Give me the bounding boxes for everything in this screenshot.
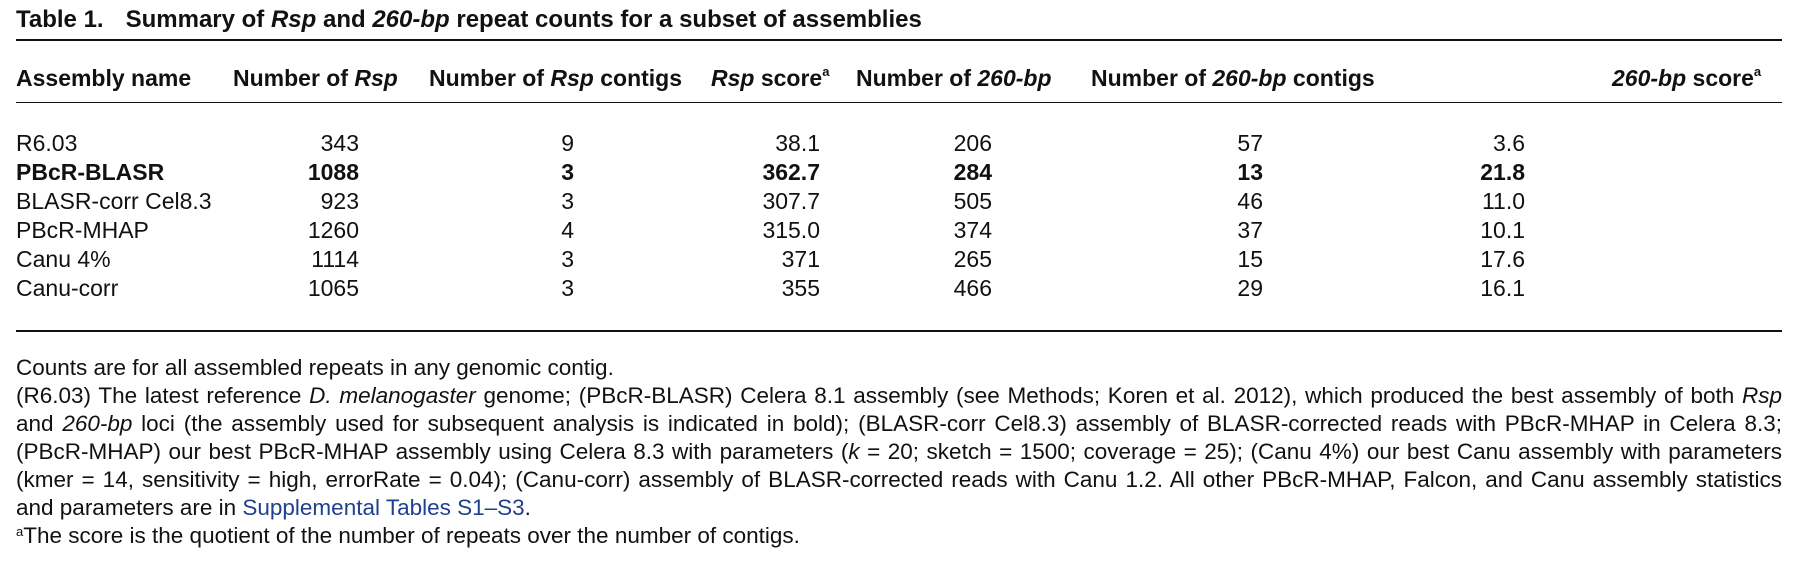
- table-row: [16, 216, 1782, 245]
- cell-260bp-score: 21.8: [1480, 159, 1525, 185]
- header-rule: [16, 102, 1782, 103]
- cell-number-260bp: 466: [953, 275, 992, 301]
- top-rule: [16, 39, 1782, 41]
- table-title: [126, 6, 922, 33]
- cell-number-rsp: 1088: [307, 159, 359, 185]
- cell-rsp-contigs: 4: [561, 217, 574, 243]
- table-row: [16, 245, 1782, 274]
- footnote-mark: a: [16, 524, 24, 539]
- cell-number-rsp: 1114: [311, 246, 359, 272]
- footnote: $^a$The score is the quotient of the number of repeats over the number of contigs.: [16, 523, 800, 548]
- cell-rsp-score: 362.7: [762, 159, 820, 185]
- cell-rsp-contigs: 9: [561, 130, 574, 156]
- cell-260bp-contigs: 13: [1237, 159, 1263, 185]
- table-row: [16, 158, 1782, 187]
- header-assembly-name: Assembly name: [16, 65, 192, 91]
- cell-260bp-score: 17.6: [1480, 246, 1525, 272]
- cell-260bp-score: 10.1: [1480, 217, 1525, 243]
- cell-assembly-name: R6.03: [16, 130, 78, 156]
- supplemental-tables-link[interactable]: Supplemental Tables S1–S3: [242, 495, 525, 520]
- cell-rsp-contigs: 3: [561, 246, 574, 272]
- note-line: Counts are for all assembled repeats in any genomic contig.: [16, 355, 614, 380]
- cell-rsp-contigs: 3: [561, 188, 574, 214]
- cell-rsp-score: 307.7: [762, 188, 820, 214]
- header-number-260bp-contigs: Number of 260-bp contigs: [1091, 65, 1375, 91]
- cell-assembly-name: PBcR-MHAP: [16, 217, 149, 243]
- cell-number-rsp: 343: [320, 130, 359, 156]
- cell-assembly-name: Canu 4%: [16, 246, 111, 272]
- table-label: Table 1.: [16, 6, 104, 33]
- footnote-mark: a: [1753, 64, 1762, 79]
- cell-number-rsp: 1065: [307, 275, 359, 301]
- table-row: [16, 274, 1782, 303]
- header-number-rsp-contigs: Number of Rsp contigs: [429, 65, 683, 91]
- cell-260bp-contigs: 57: [1237, 130, 1263, 156]
- cell-rsp-contigs: 3: [561, 275, 574, 301]
- cell-assembly-name: PBcR-BLASR: [16, 159, 165, 185]
- data-table: [16, 129, 1782, 303]
- cell-260bp-contigs: 46: [1237, 188, 1263, 214]
- cell-260bp-contigs: 29: [1237, 275, 1263, 301]
- title-text: Summary of: [125, 6, 271, 33]
- note-paragraph: (R6.03) The latest reference D. melanogaster genome; (PBcR-BLASR) Celera 8.1 assembly (see Methods; Koren et al. 2012), which produced the best assembly of both Rsp and 260-bp loci (the assembly used for subsequent analysis is indicated in bold); (BLASR-corr Cel8.3) assembly of BLASR-corrected reads with PBcR-MHAP in Celera 8.3; (PBcR-MHAP) our best PBcR-MHAP assembly using Celera 8.3 with parameters (k = 20; sketch = 1500; coverage = 25); (Canu 4%) our best Canu assembly with parameters (kmer = 14, sensitivity = high, errorRate = 0.04); (Canu-corr) assembly of BLASR-corrected reads with Canu 1.2. All other PBcR-MHAP, Falcon, and Canu assembly statistics and parameters are in Supplemental Tables S1–S3.: [16, 383, 1783, 520]
- header-rsp-score: Rsp score$^a$: [711, 64, 830, 91]
- title-text: repeat counts for a subset of assemblies: [449, 6, 922, 33]
- cell-260bp-score: 3.6: [1493, 130, 1525, 156]
- cell-260bp-contigs: 15: [1237, 246, 1263, 272]
- cell-260bp-score: 11.0: [1481, 188, 1525, 214]
- cell-rsp-score: 38.1: [775, 130, 820, 156]
- title-text: and: [316, 6, 373, 33]
- cell-rsp-score: 315.0: [762, 217, 820, 243]
- cell-number-260bp: 505: [953, 188, 992, 214]
- cell-assembly-name: Canu-corr: [16, 275, 119, 301]
- header-number-rsp: Number of Rsp: [233, 65, 398, 91]
- cell-rsp-score: 371: [781, 246, 820, 272]
- cell-number-260bp: 284: [953, 159, 992, 185]
- cell-number-260bp: 206: [953, 130, 992, 156]
- cell-number-rsp: 923: [320, 188, 359, 214]
- cell-260bp-contigs: 37: [1237, 217, 1263, 243]
- table-caption: [16, 6, 922, 34]
- cell-assembly-name: BLASR-corr Cel8.3: [16, 188, 212, 214]
- cell-number-260bp: 374: [953, 217, 992, 243]
- cell-number-rsp: 1260: [307, 217, 359, 243]
- cell-number-260bp: 265: [953, 246, 992, 272]
- header-number-260bp: Number of 260-bp: [856, 65, 1052, 91]
- footnote-mark: a: [822, 64, 830, 79]
- table-row: [16, 129, 1782, 158]
- cell-260bp-score: 16.1: [1480, 275, 1525, 301]
- bottom-rule: [16, 330, 1782, 332]
- title-260bp: 260-bp: [372, 6, 450, 33]
- cell-rsp-score: 355: [781, 275, 820, 301]
- header-260bp-score: 260-bp score$^a$: [1612, 64, 1762, 91]
- table-notes: [16, 354, 1782, 550]
- table-row: [16, 187, 1782, 216]
- cell-rsp-contigs: 3: [561, 159, 574, 185]
- title-rsp: Rsp: [270, 6, 317, 33]
